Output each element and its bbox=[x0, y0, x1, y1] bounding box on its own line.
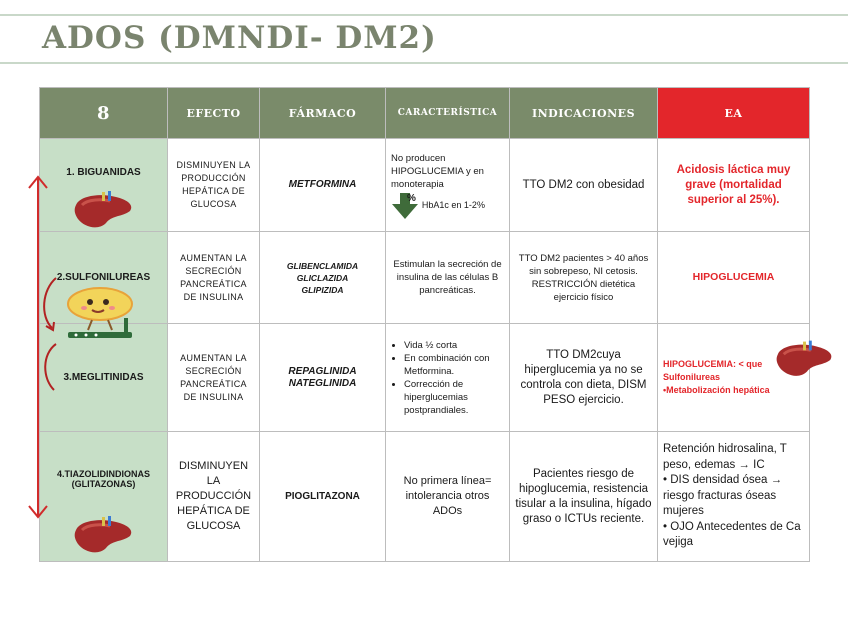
ea-line: • OJO Antecedentes de Ca vejiga bbox=[663, 520, 801, 549]
ea-line: HIPOGLUCEMIA: < que Sulfonilureas bbox=[663, 359, 763, 382]
category-label: 3.MEGLITINIDAS bbox=[63, 372, 144, 383]
indication-cell: TTO DM2 pacientes > 40 años sin sobrepeso, NI cetosis. RESTRICCIÓN dietética ejercicio físico bbox=[510, 232, 658, 324]
category-label: 4.TIAZOLIDINDIONAS (GLITAZONAS) bbox=[56, 468, 150, 489]
ea-line: Retención hidrosalina, T peso, edemas → IC bbox=[663, 443, 787, 471]
category-biguanidas bbox=[40, 139, 168, 232]
curved-arrow-icon bbox=[38, 342, 68, 394]
effect-cell: AUMENTAN LA SECRECIÓN PANCREÁTICA DE INSULINA bbox=[168, 232, 260, 324]
table-row bbox=[40, 432, 810, 562]
page-title: ADOS (DMNDI- DM2) bbox=[42, 20, 437, 56]
drug-cell: REPAGLINIDA NATEGLINIDA bbox=[260, 324, 386, 432]
effect-cell: DISMINUYEN LA PRODUCCIÓN HEPÁTICA DE GLUCOSA bbox=[168, 432, 260, 562]
header-characteristic: CARACTERÍSTICA bbox=[386, 88, 510, 139]
adverse-effect-cell bbox=[658, 432, 810, 562]
category-label: 1. BIGUANIDAS bbox=[66, 167, 141, 178]
effect-cell: AUMENTAN LA SECRECIÓN PANCREÁTICA DE INSULINA bbox=[168, 324, 260, 432]
adverse-effect-cell: HIPOGLUCEMIA bbox=[658, 232, 810, 324]
pancreas-icon bbox=[62, 282, 144, 344]
adverse-effect-cell: Acidosis láctica muy grave (mortalidad superior al 25%). bbox=[658, 139, 810, 232]
characteristic-cell bbox=[386, 139, 510, 232]
header-indications: INDICACIONES bbox=[510, 88, 658, 139]
indication-cell: Pacientes riesgo de hipoglucemia, resistencia tisular a la insulina, hígado graso o ICTUs reciente. bbox=[510, 432, 658, 562]
table-row bbox=[40, 232, 810, 324]
liver-icon bbox=[72, 191, 136, 231]
liver-icon bbox=[774, 340, 836, 380]
characteristic-cell: Estimulan la secreción de insulina de las células B pancreáticas. bbox=[386, 232, 510, 324]
table-row bbox=[40, 324, 810, 432]
percent-symbol: % bbox=[407, 193, 416, 204]
ea-line: • DIS densidad ósea → riesgo fracturas óseas mujeres bbox=[663, 474, 783, 518]
category-label: 2.SULFONILUREAS bbox=[56, 272, 151, 283]
list-item: • Corrección de hiperglucemias postprandiales. bbox=[404, 378, 504, 417]
header-drug: FÁRMACO bbox=[260, 88, 386, 139]
indication-cell: TTO DM2cuya hiperglucemia ya no se controla con dieta, DISM PESO ejercicio. bbox=[510, 324, 658, 432]
hba1c-text: HbA1c en 1-2% bbox=[421, 200, 485, 210]
top-rule bbox=[0, 14, 848, 16]
header-effect: EFECTO bbox=[168, 88, 260, 139]
header-number: 8 bbox=[40, 88, 168, 139]
list-item: • Vida ½ corta bbox=[404, 339, 504, 352]
drug-cell: PIOGLITAZONA bbox=[260, 432, 386, 562]
effect-cell: DISMINUYEN LA PRODUCCIÓN HEPÁTICA DE GLUCOSA bbox=[168, 139, 260, 232]
ea-line: •Metabolización hepática bbox=[663, 385, 770, 395]
characteristic-cell: No primera línea= intolerancia otros ADOs bbox=[386, 432, 510, 562]
down-arrow-icon bbox=[391, 193, 421, 219]
header-row bbox=[40, 88, 810, 139]
characteristic-text: No producen HIPOGLUCEMIA y en monoterapia bbox=[391, 152, 484, 190]
table-row bbox=[40, 139, 810, 232]
drug-cell: METFORMINA bbox=[260, 139, 386, 232]
ados-table bbox=[39, 87, 810, 562]
header-adverse-effects: EA bbox=[658, 88, 810, 139]
indication-cell: TTO DM2 con obesidad bbox=[510, 139, 658, 232]
category-tiazolidindionas bbox=[40, 432, 168, 562]
title-rule bbox=[0, 62, 848, 64]
liver-icon bbox=[72, 516, 136, 556]
list-item: • En combinación con Metformina. bbox=[404, 352, 504, 378]
characteristic-list bbox=[391, 339, 504, 417]
drug-cell: GLIBENCLAMIDA GLICLAZIDA GLIPIZIDA bbox=[260, 232, 386, 324]
characteristic-cell bbox=[386, 324, 510, 432]
